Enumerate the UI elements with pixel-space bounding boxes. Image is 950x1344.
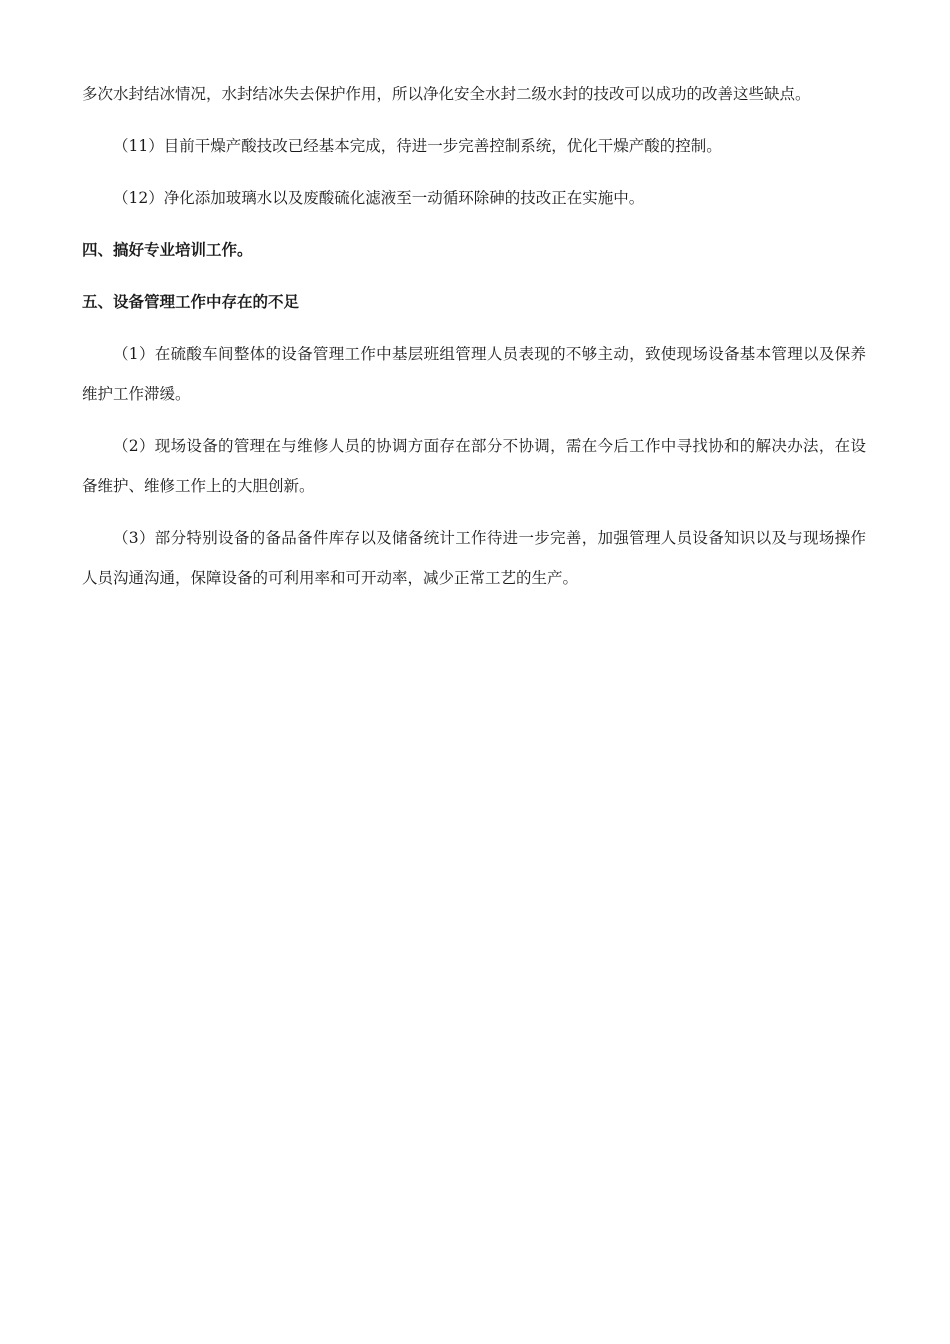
section-5-item-1: （1）在硫酸车间整体的设备管理工作中基层班组管理人员表现的不够主动，致使现场设备基本管理以及保养维护工作滞缓。 (82, 345, 866, 403)
section-5-item-2: （2）现场设备的管理在与维修人员的协调方面存在部分不协调，需在今后工作中寻找协和的解决办法，在设备维护、维修工作上的大胆创新。 (82, 437, 866, 495)
continuation-paragraph: 多次水封结冰情况，水封结冰失去保护作用，所以净化安全水封二级水封的技改可以成功的改善这些缺点。 (82, 85, 811, 103)
item-11-paragraph: （11）目前干燥产酸技改已经基本完成，待进一步完善控制系统，优化干燥产酸的控制。 (113, 137, 722, 155)
section-5-heading: 五、设备管理工作中存在的不足 (82, 293, 300, 311)
section-5-item-3: （3）部分特别设备的备品备件库存以及储备统计工作待进一步完善，加强管理人员设备知识以及与现场操作人员沟通沟通，保障设备的可利用率和可开动率，减少正常工艺的生产。 (82, 529, 866, 587)
section-4-heading: 四、搞好专业培训工作。 (82, 241, 253, 259)
document-page (82, 74, 866, 598)
item-12-paragraph: （12）净化添加玻璃水以及废酸硫化滤液至一动循环除砷的技改正在实施中。 (113, 189, 645, 207)
